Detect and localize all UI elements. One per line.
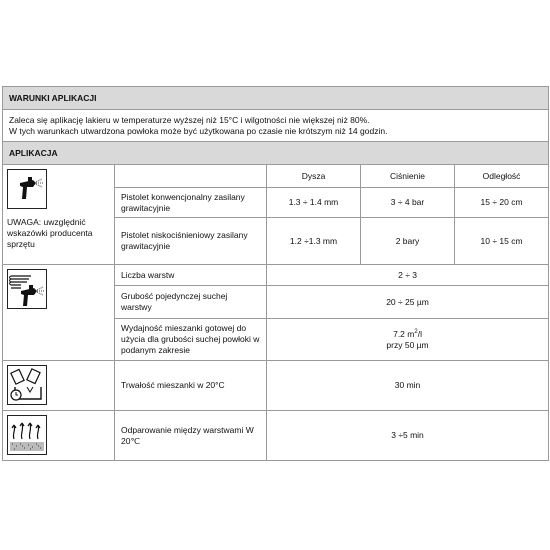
liczba-warstw-value: 2 ÷ 3 — [267, 265, 549, 286]
spray-gun-cell — [3, 165, 115, 265]
pot-life-cell — [3, 361, 115, 411]
wydajnosc-main: 7.2 m — [393, 328, 415, 339]
odparowanie-value: 3 ÷5 min — [267, 411, 549, 461]
col-cisnienie: Ciśnienie — [361, 165, 455, 188]
row-label: Pistolet niskociśnieniowy zasilany grawitacyjnie — [115, 218, 267, 265]
empty-header-cell — [115, 165, 267, 188]
wydajnosc-value — [267, 319, 549, 361]
pot-life-icon — [7, 365, 47, 405]
wydajnosc-sup: 2 — [414, 328, 418, 335]
layers-spray-cell — [3, 265, 115, 361]
grubosc-label: Grubość pojedynczej suchej warstwy — [115, 286, 267, 319]
row-odleglosc: 15 ÷ 20 cm — [455, 188, 549, 218]
row-label: Pistolet konwencjonalny zasilany grawitacyjnie — [115, 188, 267, 218]
warunki-line-2: W tych warunkach utwardzona powłoka może być użytkowana po czasie nie krótszym niż 14 godzin. — [9, 126, 388, 136]
row-odleglosc: 10 ÷ 15 cm — [455, 218, 549, 265]
warunki-header: WARUNKI APLIKACJI — [3, 87, 549, 110]
odparowanie-label: Odparowanie między warstwami W 20℃ — [115, 411, 267, 461]
spray-gun-icon — [7, 169, 47, 209]
conditions-table — [2, 86, 549, 461]
wydajnosc-label: Wydajność mieszanki gotowej do użycia dla grubości suchej powłoki w podanym zakresie — [115, 319, 267, 361]
uwaga-note: UWAGA: uwzględnić wskazówki producenta sprzętu — [7, 217, 93, 249]
col-dysza: Dysza — [267, 165, 361, 188]
warunki-note — [3, 110, 549, 142]
trwalosc-value: 30 min — [267, 361, 549, 411]
row-dysza: 1.3 ÷ 1.4 mm — [267, 188, 361, 218]
aplikacja-header: APLIKACJA — [3, 142, 549, 165]
wydajnosc-unit: /l — [417, 328, 422, 339]
trwalosc-label: Trwałość mieszanki w 20°C — [115, 361, 267, 411]
evaporation-icon — [7, 415, 47, 455]
row-dysza: 1.2 ÷1.3 mm — [267, 218, 361, 265]
col-odleglosc: Odległość — [455, 165, 549, 188]
liczba-warstw-label: Liczba warstw — [115, 265, 267, 286]
warunki-line-1: Zaleca się aplikację lakieru w temperaturze wyższej niż 15°C i wilgotności nie większej niż 80%. — [9, 115, 370, 125]
row-cisnienie: 2 bary — [361, 218, 455, 265]
row-cisnienie: 3 ÷ 4 bar — [361, 188, 455, 218]
grubosc-value: 20 ÷ 25 µm — [267, 286, 549, 319]
evaporation-cell — [3, 411, 115, 461]
application-conditions-document — [2, 86, 548, 461]
wydajnosc-line2: przy 50 µm — [386, 339, 429, 350]
layers-spray-icon — [7, 269, 47, 309]
